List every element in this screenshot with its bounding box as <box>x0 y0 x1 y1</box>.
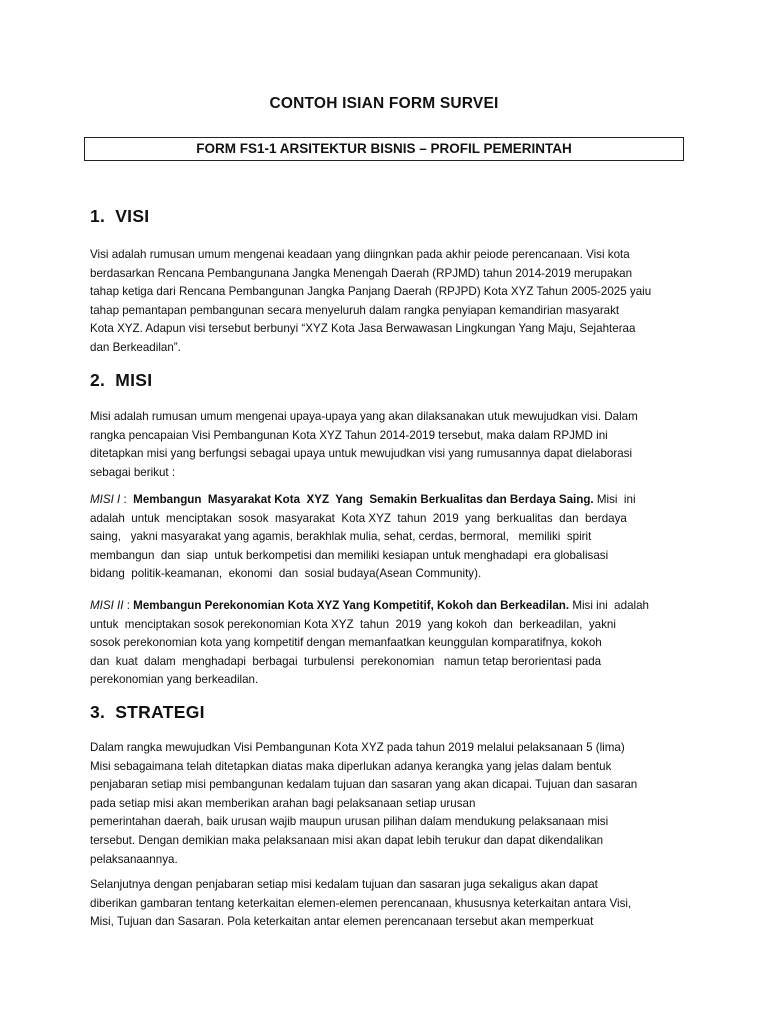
text-line: adalah untuk menciptakan sosok masyarakat Kota XYZ tahun 2019 yang berkualitas dan berdaya <box>90 511 627 525</box>
misi-2-first-rest: Misi ini adalah <box>569 599 649 612</box>
section-title: VISI <box>115 206 150 226</box>
text-line: pemerintahan daerah, baik urusan wajib maupun urusan pilihan dalam mendukung pelaksanaan misi <box>90 815 609 829</box>
text-line: bidang politik-keamanan, ekonomi dan sosial budaya(Asean Community). <box>90 567 482 581</box>
form-title: FORM FS1-1 ARSITEKTUR BISNIS – PROFIL PEMERINTAH <box>196 141 572 156</box>
text-line: Kota XYZ. Adapun visi tersebut berbunyi “XYZ Kota Jasa Berwawasan Lingkungan Yang Maju, Sejahteraa <box>90 322 636 336</box>
text-line: dan kuat dalam menghadapi berbagai turbulensi perekonomian namun tetap berorientasi pada <box>90 654 602 668</box>
text-line <box>90 491 680 510</box>
text-line: diberikan gambaran tentang keterkaitan elemen-elemen perencanaan, khususnya keterkaitan antara Visi, <box>90 896 632 910</box>
document-title: CONTOH ISIAN FORM SURVEI <box>269 95 499 112</box>
text-line: tahap ketiga dari Rencana Pembangunan Jangka Panjang Daerah (RPJPD) Kota XYZ Tahun 2005-2025 yaiu <box>90 285 652 299</box>
text-line: pelaksanaannya. <box>90 852 178 866</box>
strategi-paragraph-2 <box>90 876 680 932</box>
form-title-box <box>84 137 684 161</box>
misi-1-first-rest: Misi ini <box>593 493 636 506</box>
text-line: ditetapkan misi yang berfungsi sebagai upaya untuk mewujudkan visi yang rumusannya dapat dielaborasi <box>90 447 633 461</box>
text-line: saing, yakni masyarakat yang agamis, berakhlak mulia, sehat, cerdas, bermoral, memiliki spirit <box>90 530 592 544</box>
section-number: 1. <box>90 206 106 226</box>
text-line: untuk menciptakan sosok perekonomian Kota XYZ tahun 2019 yang kokoh dan berkeadilan, yakni <box>90 617 616 631</box>
text-line: Selanjutnya dengan penjabaran setiap misi kedalam tujuan dan sasaran juga sekaligus akan dapat <box>90 878 598 891</box>
text-line: Misi sebagaimana telah ditetapkan diatas maka diperlukan adanya kerangka yang jelas dalam bentuk <box>90 759 612 773</box>
text-line: tahap pemantapan pembangunan secara menyeluruh dalam rangka penyiapan kemandirian masyarakt <box>90 303 620 317</box>
section-heading-strategi <box>90 702 205 723</box>
text-line: berdasarkan Rencana Pembangunana Jangka Menengah Daerah (RPJMD) tahun 2014-2019 merupakan <box>90 266 633 280</box>
misi-intro-paragraph <box>90 408 680 482</box>
section-title: MISI <box>115 370 153 390</box>
text-line: perekonomian yang berkeadilan. <box>90 673 259 687</box>
strategi-paragraph-1 <box>90 739 680 869</box>
misi-2-paragraph <box>90 597 680 690</box>
misi-2-title: Membangun Perekonomian Kota XYZ Yang Kompetitif, Kokoh dan Berkeadilan. <box>133 599 570 612</box>
text-line: Visi adalah rumusan umum mengenai keadaan yang diingnkan pada akhir peiode perencanaan. Visi kota <box>90 248 630 261</box>
text-line <box>90 597 680 616</box>
section-heading-visi <box>90 206 149 227</box>
misi-1-title: Membangun Masyarakat Kota XYZ Yang Semakin Berkualitas dan Berdaya Saing. <box>133 493 594 506</box>
text-line: sosok perekonomian kota yang kompetitif dengan memanfaatkan keunggulan komparatifnya, kokoh <box>90 636 602 650</box>
section-number: 2. <box>90 370 106 390</box>
misi-1-paragraph <box>90 491 680 584</box>
misi-1-separator: : <box>120 493 134 506</box>
section-heading-misi <box>90 370 152 391</box>
section-number: 3. <box>90 702 106 722</box>
misi-1-label: MISI I <box>90 493 121 506</box>
text-line: tersebut. Dengan demikian maka pelaksanaan misi akan dapat lebih terukur dan dapat dikendalikan <box>90 833 604 847</box>
text-line: dan Berkeadilan”. <box>90 340 181 354</box>
text-line: Misi adalah rumusan umum mengenai upaya-upaya yang akan dilaksanakan utuk mewujudkan visi. Dalam <box>90 410 638 423</box>
text-line: Dalam rangka mewujudkan Visi Pembangunan Kota XYZ pada tahun 2019 melalui pelaksanaan 5 (lima) <box>90 741 625 754</box>
text-line: sebagai berikut : <box>90 465 176 479</box>
text-line: rangka pencapaian Visi Pembangunan Kota XYZ Tahun 2014-2019 tersebut, maka dalam RPJMD ini <box>90 428 608 442</box>
misi-2-separator: : <box>123 599 134 612</box>
misi-2-label: MISI II <box>90 599 124 612</box>
text-line: membangun dan siap untuk berkompetisi dan memiliki kesiapan untuk menghadapi era globalisasi <box>90 548 609 562</box>
text-line: penjabaran setiap misi pembangunan kedalam tujuan dan sasaran yang akan dicapai. Tujuan dan sasaran <box>90 778 638 792</box>
section-title: STRATEGI <box>115 702 205 722</box>
text-line: Misi, Tujuan dan Sasaran. Pola keterkaitan antar elemen perencanaan tersebut akan memperkuat <box>90 915 594 929</box>
visi-paragraph <box>90 246 680 358</box>
text-line: pada setiap misi akan memberikan arahan bagi pelaksanaan setiap urusan <box>90 796 476 810</box>
